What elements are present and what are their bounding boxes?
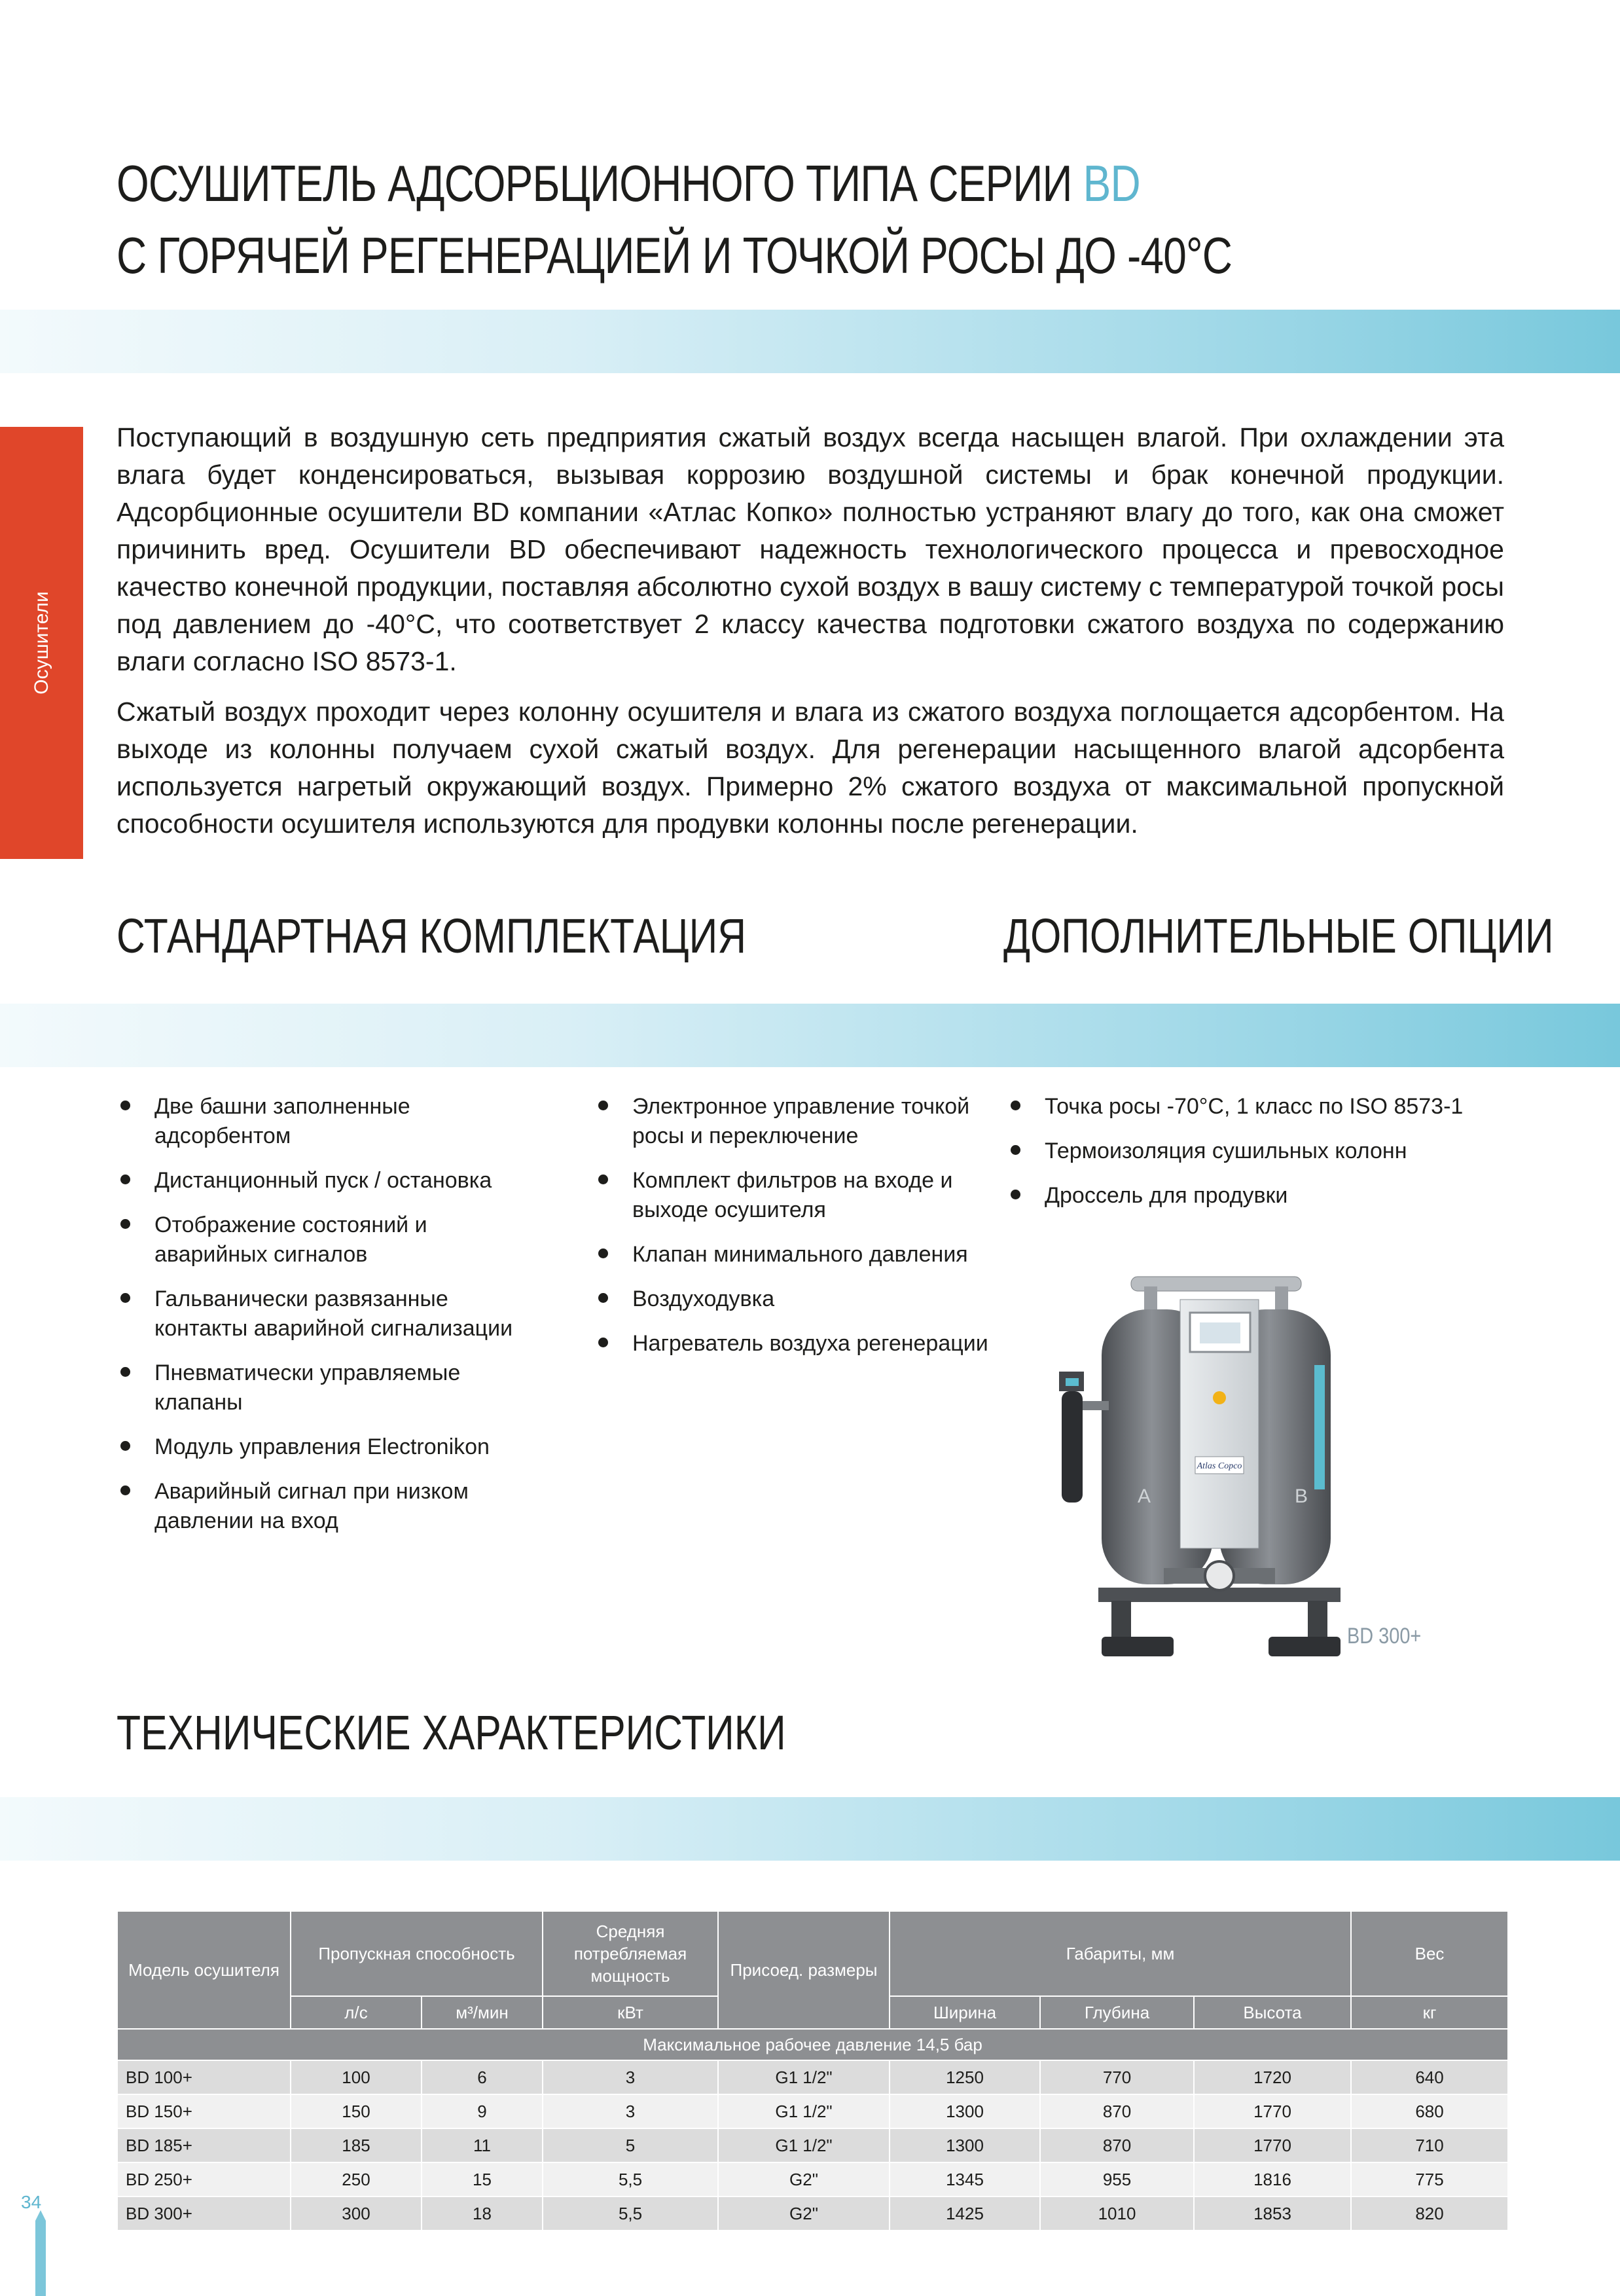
standard-list-col1 (117, 1092, 535, 1551)
table-row (117, 2196, 1508, 2231)
table-row (117, 2060, 1508, 2094)
list-item: Комплект фильтров на входе и выходе осушителя (594, 1166, 1000, 1225)
options-list (1007, 1092, 1570, 1226)
cell-height: 1816 (1194, 2162, 1351, 2196)
table-row (117, 2094, 1508, 2128)
spec-table (117, 1910, 1509, 2231)
cell-width: 1425 (890, 2196, 1040, 2231)
cell-m3: 6 (422, 2060, 543, 2094)
cell-conn: G1 1/2" (718, 2128, 890, 2162)
cell-kg: 640 (1351, 2060, 1508, 2094)
list-item: Нагреватель воздуха регенерации (594, 1329, 1000, 1358)
list-item: Отображение состояний и аварийных сигналов (117, 1211, 535, 1269)
cell-kw: 3 (543, 2060, 718, 2094)
section-side-tab (0, 427, 83, 859)
list-item: Пневматически управляемые клапаны (117, 1358, 535, 1417)
cell-ls: 300 (291, 2196, 422, 2231)
list-item: Клапан минимального давления (594, 1240, 1000, 1269)
header-weight: Вес (1351, 1911, 1508, 1996)
header-band (0, 310, 1620, 373)
header-capacity: Пропускная способность (291, 1911, 543, 1996)
cell-m3: 15 (422, 2162, 543, 2196)
cell-model: BD 250+ (117, 2162, 291, 2196)
header-dimensions: Габариты, мм (890, 1911, 1351, 1996)
options-heading: ДОПОЛНИТЕЛЬНЫЕ ОПЦИИ (1003, 909, 1554, 963)
tech-heading: ТЕХНИЧЕСКИЕ ХАРАКТЕРИСТИКИ (117, 1705, 786, 1760)
dryer-product-image (1033, 1260, 1393, 1679)
list-item: Дистанционный пуск / остановка (117, 1166, 535, 1195)
title-line1-prefix: ОСУШИТЕЛЬ АДСОРБЦИОННОГО ТИПА СЕРИИ (117, 155, 1072, 212)
cell-conn: G1 1/2" (718, 2094, 890, 2128)
list-item: Воздуходувка (594, 1285, 1000, 1314)
cell-model: BD 300+ (117, 2196, 291, 2231)
cell-kg: 710 (1351, 2128, 1508, 2162)
unit-kg: кг (1351, 1996, 1508, 2029)
cell-height: 1770 (1194, 2128, 1351, 2162)
section-band-1 (0, 1004, 1620, 1067)
cell-conn: G2" (718, 2196, 890, 2231)
cell-model: BD 150+ (117, 2094, 291, 2128)
side-tab-label: Осушители (30, 591, 52, 695)
section-band-2 (0, 1797, 1620, 1861)
unit-m3: м³/мин (422, 1996, 543, 2029)
cell-m3: 18 (422, 2196, 543, 2231)
header-connection: Присоед. размеры (718, 1911, 890, 2029)
cell-width: 1345 (890, 2162, 1040, 2196)
cell-model: BD 185+ (117, 2128, 291, 2162)
cell-depth: 1010 (1040, 2196, 1194, 2231)
cell-m3: 9 (422, 2094, 543, 2128)
cell-kg: 680 (1351, 2094, 1508, 2128)
cell-ls: 100 (291, 2060, 422, 2094)
cell-ls: 185 (291, 2128, 422, 2162)
intro-paragraph-1: Поступающий в воздушную сеть предприятия сжатый воздух всегда насыщен влагой. При охлаждении эта влага будет конденсироваться, вызывая коррозию воздушной системы и брак конечной продукции. Адсорбционные осушители BD компании «Атлас Копко» полностью устраняют влагу до того, как она сможет причинить вред. Осушители BD обеспечивают надежность технологического процесса и превосходное качество конечной продукции, поставляя абсолютно сухой воздух в вашу систему с температурой точкой росы под давлением до -40°С, что соответствует 2 классу качества подготовки сжатого воздуха по содержанию влаги согласно ISO 8573-1. (117, 422, 1504, 676)
dryer-logo-text: Atlas Copco (1197, 1461, 1242, 1471)
list-item: Две башни заполненные адсорбентом (117, 1092, 535, 1151)
list-item: Точка росы -70°С, 1 класс по ISO 8573-1 (1007, 1092, 1570, 1121)
list-item: Модуль управления Electronikon (117, 1432, 535, 1462)
intro-text (117, 419, 1504, 856)
page-marker-bar (35, 2221, 46, 2296)
page-number: 34 (21, 2192, 42, 2212)
header-power: Средняя потребляемая мощность (543, 1911, 718, 1996)
cell-kw: 5,5 (543, 2196, 718, 2231)
table-row (117, 2128, 1508, 2162)
cell-kg: 820 (1351, 2196, 1508, 2231)
title-line1-accent: BD (1083, 155, 1140, 212)
unit-kw: кВт (543, 1996, 718, 2029)
cell-width: 1250 (890, 2060, 1040, 2094)
photo-caption: BD 300+ (1347, 1624, 1422, 1649)
cell-depth: 955 (1040, 2162, 1194, 2196)
cell-height: 1770 (1194, 2094, 1351, 2128)
list-item: Дроссель для продувки (1007, 1181, 1570, 1211)
cell-m3: 11 (422, 2128, 543, 2162)
cell-conn: G2" (718, 2162, 890, 2196)
cell-ls: 250 (291, 2162, 422, 2196)
cell-depth: 870 (1040, 2128, 1194, 2162)
standard-list-col2 (594, 1092, 1000, 1374)
tower-label-b: B (1295, 1485, 1308, 1507)
list-item: Термоизоляция сушильных колонн (1007, 1137, 1570, 1166)
cell-kw: 5,5 (543, 2162, 718, 2196)
standard-heading: СТАНДАРТНАЯ КОМПЛЕКТАЦИЯ (117, 909, 747, 963)
unit-ls: л/с (291, 1996, 422, 2029)
table-row (117, 2162, 1508, 2196)
header-model: Модель осушителя (117, 1911, 291, 2029)
cell-kg: 775 (1351, 2162, 1508, 2196)
unit-depth: Глубина (1040, 1996, 1194, 2029)
cell-width: 1300 (890, 2128, 1040, 2162)
unit-width: Ширина (890, 1996, 1040, 2029)
pressure-note: Максимальное рабочее давление 14,5 бар (117, 2029, 1508, 2060)
cell-kw: 5 (543, 2128, 718, 2162)
cell-depth: 870 (1040, 2094, 1194, 2128)
list-item: Электронное управление точкой росы и переключение (594, 1092, 1000, 1151)
list-item: Гальванически развязанные контакты аварийной сигнализации (117, 1285, 535, 1343)
page-title (117, 147, 1232, 291)
tower-label-a: A (1138, 1485, 1151, 1507)
cell-height: 1853 (1194, 2196, 1351, 2231)
intro-paragraph-2: Сжатый воздух проходит через колонну осушителя и влага из сжатого воздуха поглощается адсорбентом. На выходе из колонны получаем сухой сжатый воздух. Для регенерации насыщенного влагой адсорбента используется нагретый окружающий воздух. Примерно 2% сжатого воздуха от максимальной пропускной способности осушителя используются для продувки колонны после регенерации. (117, 697, 1504, 839)
cell-depth: 770 (1040, 2060, 1194, 2094)
cell-model: BD 100+ (117, 2060, 291, 2094)
cell-conn: G1 1/2" (718, 2060, 890, 2094)
cell-height: 1720 (1194, 2060, 1351, 2094)
title-line2: С ГОРЯЧЕЙ РЕГЕНЕРАЦИЕЙ И ТОЧКОЙ РОСЫ ДО -40°С (117, 227, 1233, 284)
list-item: Аварийный сигнал при низком давлении на вход (117, 1477, 535, 1536)
cell-width: 1300 (890, 2094, 1040, 2128)
cell-ls: 150 (291, 2094, 422, 2128)
unit-height: Высота (1194, 1996, 1351, 2029)
cell-kw: 3 (543, 2094, 718, 2128)
